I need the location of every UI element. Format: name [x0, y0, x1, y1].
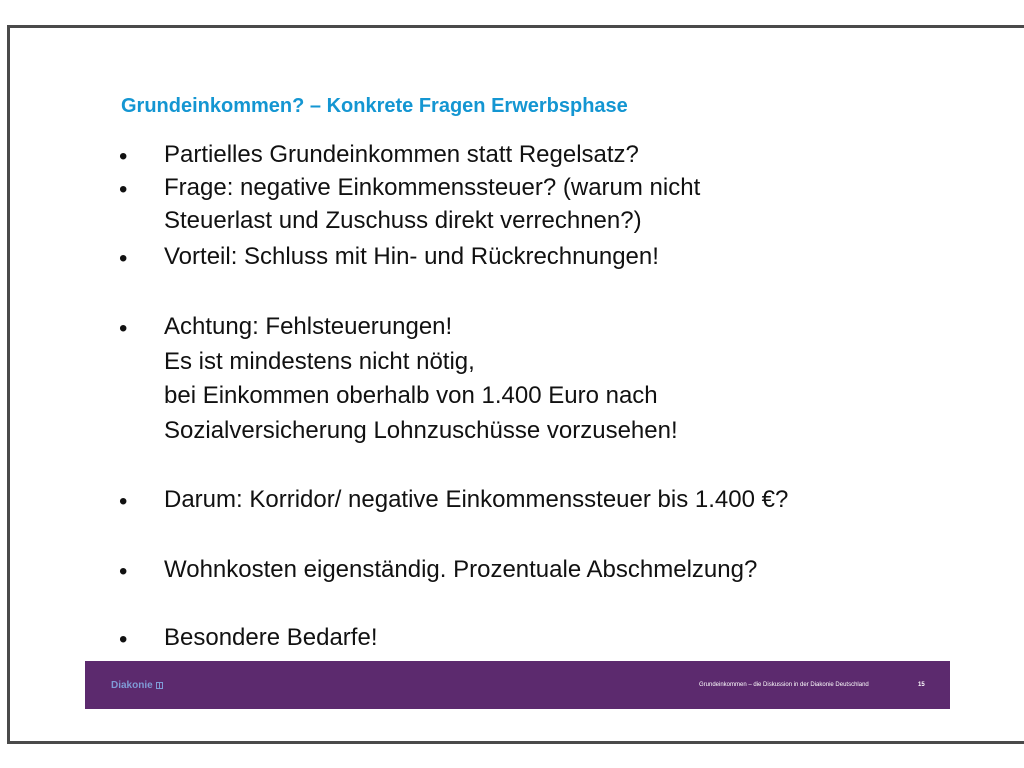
bullet-text: Darum: Korridor/ negative Einkommenssteuer bis 1.400 €?	[164, 486, 789, 513]
bullet-text: Steuerlast und Zuschuss direkt verrechnen?)	[164, 207, 642, 234]
diakonie-logo	[111, 680, 163, 691]
slide-title: Grundeinkommen? – Konkrete Fragen Erwerbsphase	[121, 95, 628, 117]
bullet-text: bei Einkommen oberhalb von 1.400 Euro nach	[164, 382, 658, 409]
bullet-text: Sozialversicherung Lohnzuschüsse vorzusehen!	[164, 417, 678, 444]
bullet-text: Besondere Bedarfe!	[164, 624, 378, 651]
bullet-text: Vorteil: Schluss mit Hin- und Rückrechnungen!	[164, 243, 659, 270]
bullet-dot: •	[119, 488, 128, 515]
page-number: 15	[918, 682, 925, 688]
bullet-dot: •	[119, 626, 128, 653]
bullet-text: Partielles Grundeinkommen statt Regelsatz?	[164, 141, 639, 168]
bullet-text: Frage: negative Einkommenssteuer? (warum nicht	[164, 174, 701, 201]
logo-mark-icon	[156, 682, 163, 689]
bullet-dot: •	[119, 558, 128, 585]
bullet-text: Es ist mindestens nicht nötig,	[164, 348, 475, 375]
bullet-dot: •	[119, 143, 128, 170]
footer-caption: Grundeinkommen – die Diskussion in der Diakonie Deutschland	[699, 682, 869, 688]
logo-text: Diakonie	[111, 680, 153, 691]
bullet-dot: •	[119, 176, 128, 203]
bullet-dot: •	[119, 245, 128, 272]
bullet-text: Achtung: Fehlsteuerungen!	[164, 313, 453, 340]
bullet-dot: •	[119, 315, 128, 342]
bullet-text: Wohnkosten eigenständig. Prozentuale Abschmelzung?	[164, 556, 758, 583]
